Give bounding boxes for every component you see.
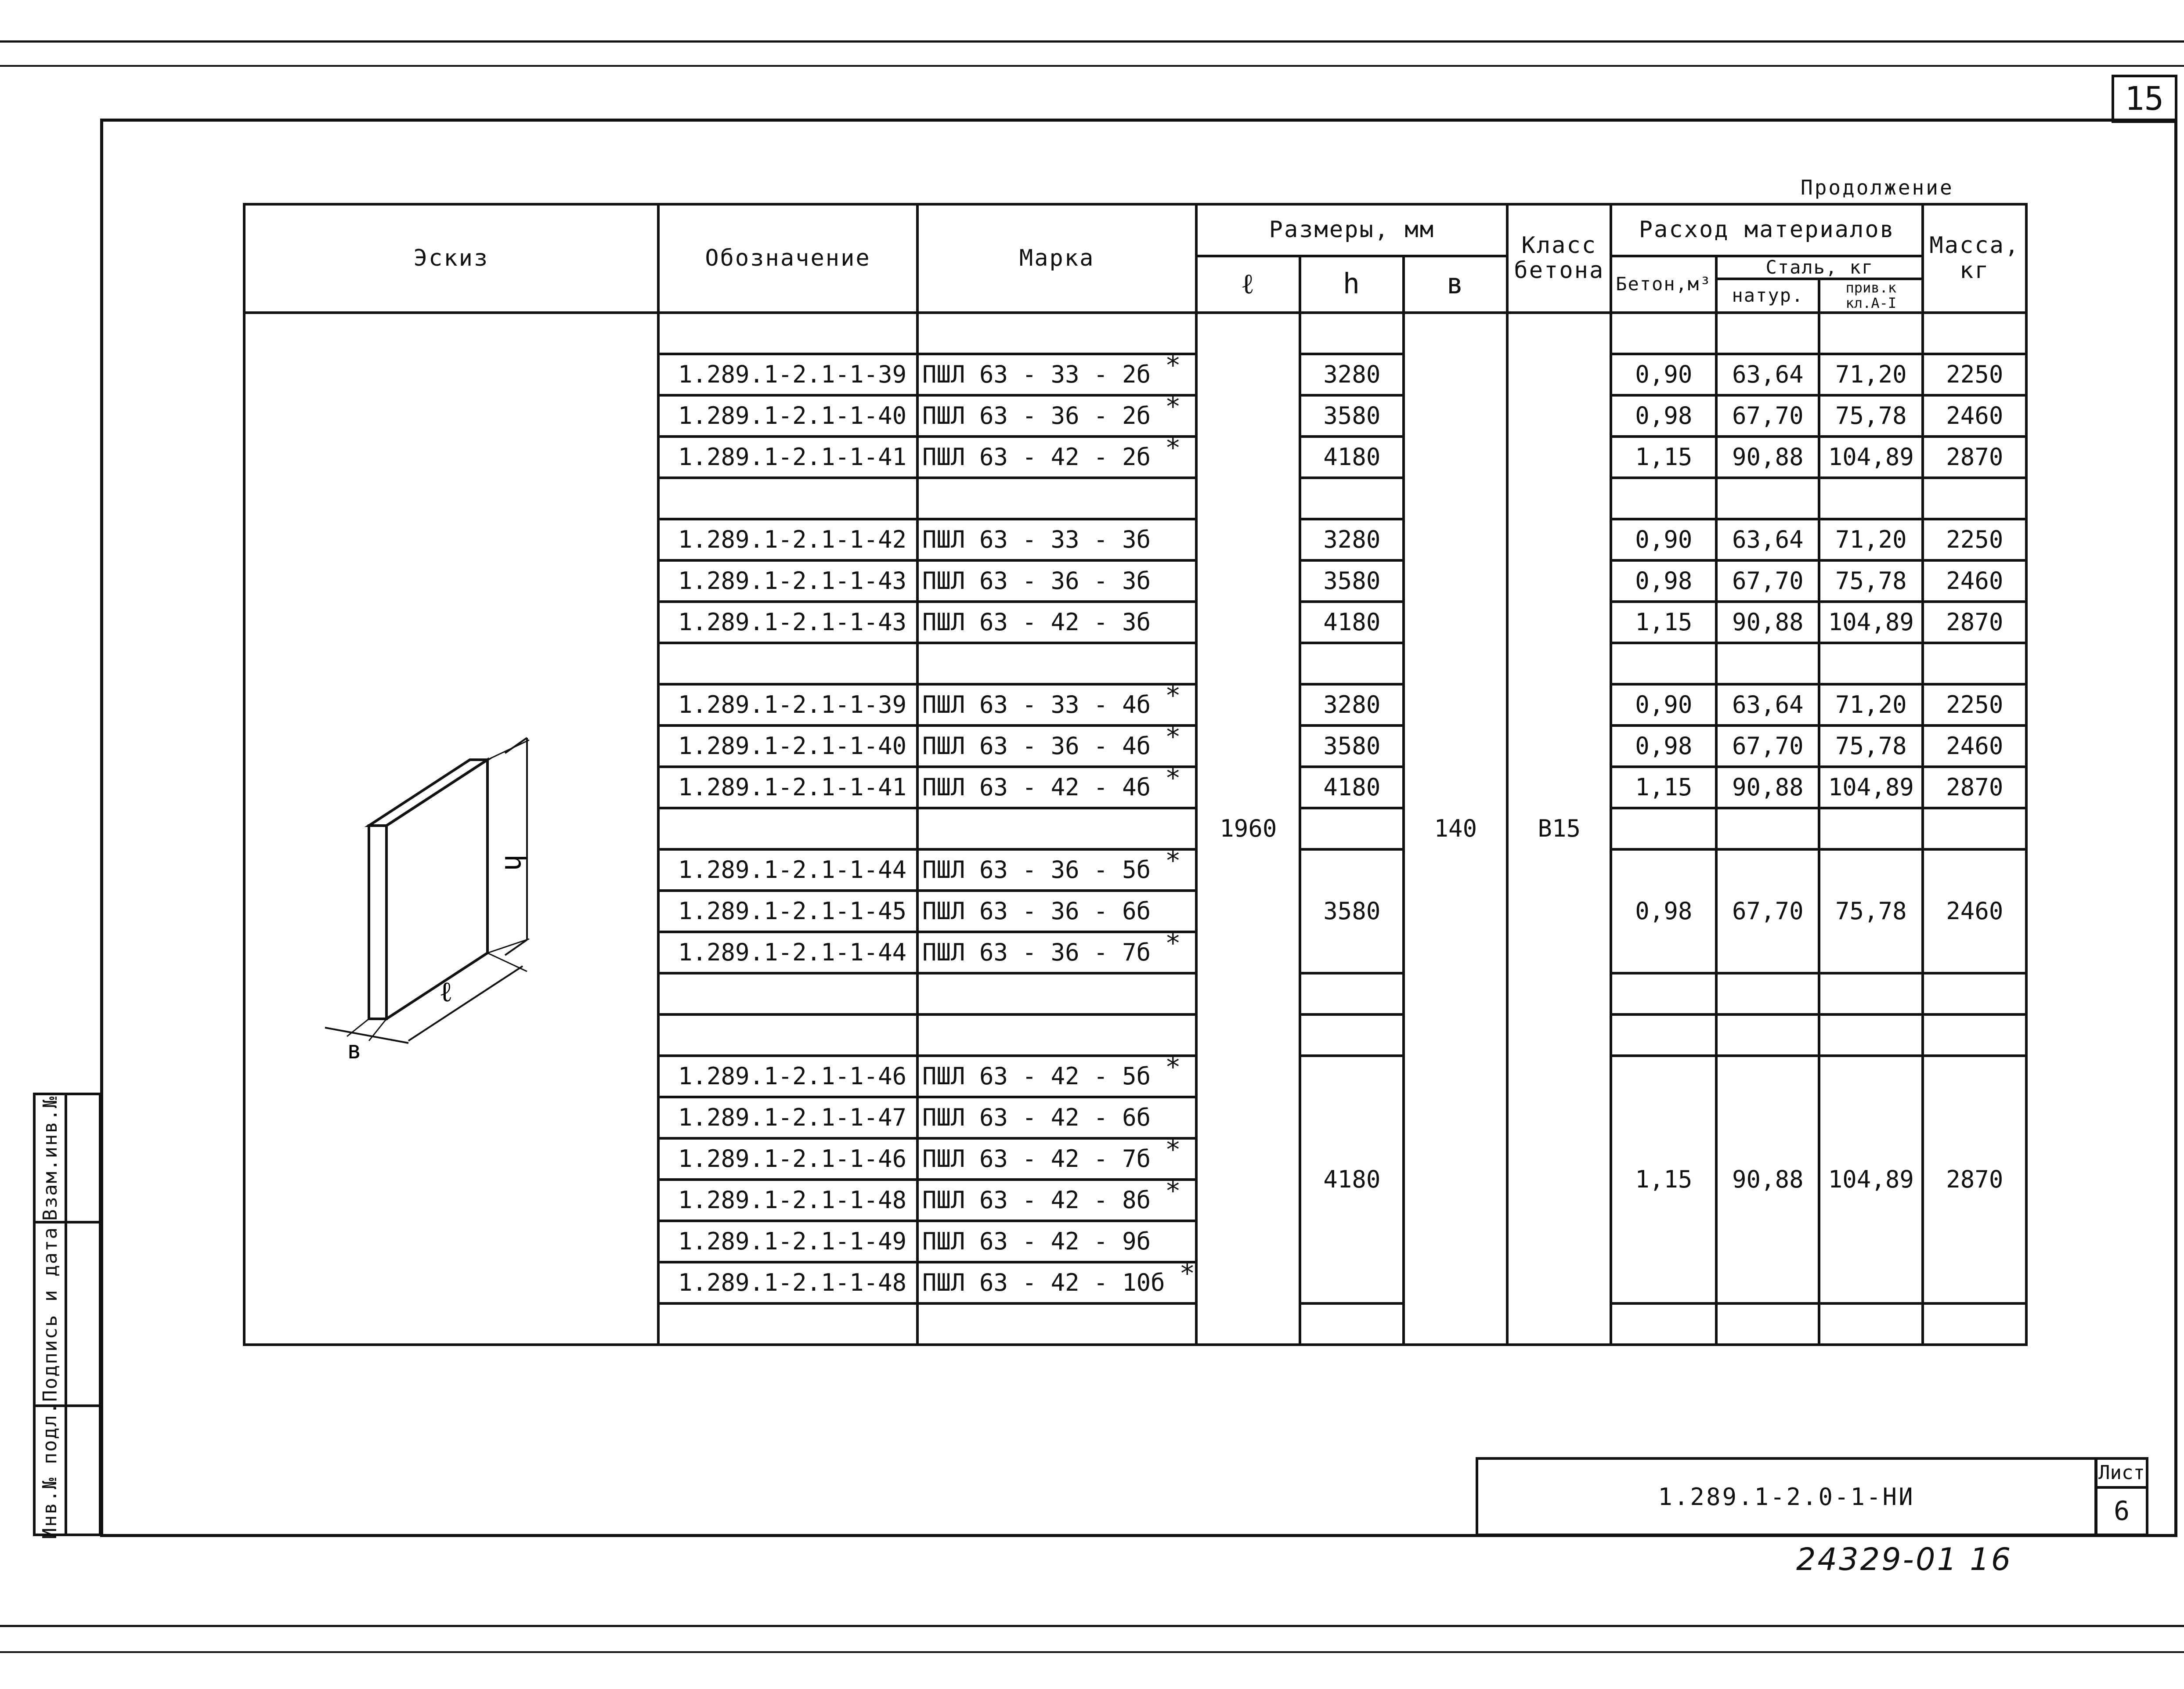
header-concrete-m3: Бетон,м³ <box>1611 256 1716 313</box>
row-designation: 1.289.1-2.1-1-44 <box>658 932 917 973</box>
blank-steel-reduced <box>1819 1014 1923 1056</box>
group5-concrete: 0,98 <box>1611 849 1716 973</box>
blank-steel-reduced <box>1819 643 1923 684</box>
archive-number: 24329-01 16 <box>1796 1541 2013 1577</box>
row-concrete: 1,15 <box>1611 767 1716 808</box>
row-steel-natural: 63,64 <box>1716 354 1819 395</box>
blank-concrete <box>1611 1014 1716 1056</box>
row-designation: 1.289.1-2.1-1-43 <box>658 602 917 643</box>
panel-side-face <box>386 760 487 1019</box>
blank-mark <box>917 973 1196 1014</box>
group5-h: 3580 <box>1300 849 1404 973</box>
row-designation: 1.289.1-2.1-1-46 <box>658 1056 917 1097</box>
shared-l: 1960 <box>1196 313 1300 1345</box>
blank-concrete <box>1611 643 1716 684</box>
row-designation: 1.289.1-2.1-1-41 <box>658 437 917 478</box>
row-designation: 1.289.1-2.1-1-45 <box>658 891 917 932</box>
row-mark: ПШЛ 63 - 36 - 6б <box>917 891 1196 932</box>
panel-top-face <box>369 760 487 826</box>
row-designation: 1.289.1-2.1-1-39 <box>658 354 917 395</box>
row-steel-natural: 63,64 <box>1716 519 1819 560</box>
row-concrete: 0,90 <box>1611 684 1716 725</box>
blank-concrete <box>1611 478 1716 519</box>
row-steel-reduced: 104,89 <box>1819 437 1923 478</box>
blank-mass <box>1923 313 2026 354</box>
blank-h <box>1300 313 1404 354</box>
row-designation: 1.289.1-2.1-1-39 <box>658 684 917 725</box>
row-concrete: 0,98 <box>1611 560 1716 602</box>
blank-h <box>1300 1303 1404 1345</box>
row-mark: ПШЛ 63 - 42 - 2б * <box>917 437 1196 478</box>
blank-designation <box>658 478 917 519</box>
header-concrete-class: Класс бетона <box>1507 204 1611 313</box>
header-steel-natural: натур. <box>1716 279 1819 312</box>
blank-designation <box>658 1014 917 1056</box>
row-h: 3280 <box>1300 684 1404 725</box>
row-designation: 1.289.1-2.1-1-42 <box>658 519 917 560</box>
title-block-designation: 1.289.1-2.0-1-НИ <box>1476 1457 2097 1536</box>
blank-mass <box>1923 478 2026 519</box>
header-steel-reduced: прив.к кл.A-I <box>1819 279 1923 312</box>
row-concrete: 0,98 <box>1611 395 1716 437</box>
blank-steel-natural <box>1716 1303 1819 1345</box>
row-steel-natural: 67,70 <box>1716 395 1819 437</box>
bottom-border-line <box>0 1625 2184 1627</box>
group6-steel-reduced: 104,89 <box>1819 1056 1923 1303</box>
row-steel-natural: 90,88 <box>1716 602 1819 643</box>
sketch-label-b: в <box>347 1036 362 1065</box>
row-h: 4180 <box>1300 602 1404 643</box>
dim-h-ext-bottom <box>487 939 529 953</box>
row-mark: ПШЛ 63 - 42 - 10б * <box>917 1262 1196 1303</box>
row-steel-reduced: 75,78 <box>1819 725 1923 767</box>
row-mass: 2250 <box>1923 354 2026 395</box>
row-mark: ПШЛ 63 - 42 - 7б * <box>917 1138 1196 1180</box>
header-dim-l: ℓ <box>1196 256 1300 313</box>
side-sign-date: Подпись и дата <box>36 1223 67 1407</box>
row-h: 3280 <box>1300 354 1404 395</box>
blank-mark <box>917 643 1196 684</box>
row-mass: 2460 <box>1923 560 2026 602</box>
row-mark: ПШЛ 63 - 36 - 4б * <box>917 725 1196 767</box>
blank-mass <box>1923 643 2026 684</box>
row-mark: ПШЛ 63 - 36 - 5б * <box>917 849 1196 891</box>
row-mass: 2870 <box>1923 602 2026 643</box>
group5-steel-natural: 67,70 <box>1716 849 1819 973</box>
blank-mark <box>917 1014 1196 1056</box>
row-mark: ПШЛ 63 - 42 - 5б * <box>917 1056 1196 1097</box>
blank-mass <box>1923 1014 2026 1056</box>
blank-steel-reduced <box>1819 1303 1923 1345</box>
side-divider-1 <box>67 1221 101 1223</box>
row-h: 4180 <box>1300 437 1404 478</box>
sketch-label-h: h <box>498 854 531 871</box>
header-designation: Обозначение <box>658 204 917 313</box>
blank-mark <box>917 1303 1196 1345</box>
panel-front-face <box>369 826 386 1019</box>
blank-designation <box>658 643 917 684</box>
row-mark: ПШЛ 63 - 33 - 3б <box>917 519 1196 560</box>
blank-concrete <box>1611 973 1716 1014</box>
blank-concrete <box>1611 1303 1716 1345</box>
group5-steel-reduced: 75,78 <box>1819 849 1923 973</box>
header-sketch: Эскиз <box>244 204 658 313</box>
row-mark: ПШЛ 63 - 36 - 3б <box>917 560 1196 602</box>
row-steel-reduced: 104,89 <box>1819 767 1923 808</box>
header-dims: Размеры, мм <box>1196 204 1507 256</box>
dim-l-ext <box>487 953 527 971</box>
row-designation: 1.289.1-2.1-1-49 <box>658 1221 917 1262</box>
blank-h <box>1300 643 1404 684</box>
top-border-line-2 <box>0 65 2184 67</box>
row-designation: 1.289.1-2.1-1-43 <box>658 560 917 602</box>
row-mass: 2250 <box>1923 519 2026 560</box>
group5-mass: 2460 <box>1923 849 2026 973</box>
corner-number: 15 <box>2125 80 2164 118</box>
header-mass: Масса, кг <box>1923 204 2026 313</box>
blank-h <box>1300 1014 1404 1056</box>
dim-h-tick-top <box>505 738 527 753</box>
row-steel-reduced: 71,20 <box>1819 354 1923 395</box>
blank-h <box>1300 478 1404 519</box>
row-h: 4180 <box>1300 767 1404 808</box>
row-h: 3280 <box>1300 519 1404 560</box>
blank-designation <box>658 1303 917 1345</box>
row-designation: 1.289.1-2.1-1-40 <box>658 725 917 767</box>
shared-b: 140 <box>1404 313 1507 1345</box>
side-divider-2 <box>67 1404 101 1407</box>
blank-mass <box>1923 973 2026 1014</box>
row-mark: ПШЛ 63 - 42 - 9б <box>917 1221 1196 1262</box>
blank-mass <box>1923 808 2026 849</box>
row-h: 3580 <box>1300 560 1404 602</box>
group6-mass: 2870 <box>1923 1056 2026 1303</box>
row-mark: ПШЛ 63 - 42 - 8б * <box>917 1180 1196 1221</box>
side-inv-orig: Инв.№ подл. <box>36 1407 67 1534</box>
row-designation: 1.289.1-2.1-1-41 <box>658 767 917 808</box>
row-mass: 2870 <box>1923 767 2026 808</box>
blank-designation <box>658 313 917 354</box>
blank-mark <box>917 808 1196 849</box>
row-concrete: 0,98 <box>1611 725 1716 767</box>
row-mark: ПШЛ 63 - 42 - 6б <box>917 1097 1196 1138</box>
blank-steel-natural <box>1716 313 1819 354</box>
row-designation: 1.289.1-2.1-1-40 <box>658 395 917 437</box>
row-steel-natural: 67,70 <box>1716 560 1819 602</box>
panel-sketch <box>299 720 562 1072</box>
blank-steel-reduced <box>1819 808 1923 849</box>
shared-concrete-class: В15 <box>1507 313 1611 1345</box>
sheet-number: 6 <box>2113 1496 2130 1527</box>
row-mark: ПШЛ 63 - 36 - 2б * <box>917 395 1196 437</box>
row-h: 3580 <box>1300 725 1404 767</box>
row-concrete: 0,90 <box>1611 354 1716 395</box>
row-steel-reduced: 75,78 <box>1819 560 1923 602</box>
row-designation: 1.289.1-2.1-1-44 <box>658 849 917 891</box>
header-consumption: Расход материалов <box>1611 204 1923 256</box>
blank-steel-natural <box>1716 1014 1819 1056</box>
row-mark: ПШЛ 63 - 33 - 2б * <box>917 354 1196 395</box>
row-concrete: 1,15 <box>1611 437 1716 478</box>
blank-mass <box>1923 1303 2026 1345</box>
row-steel-reduced: 75,78 <box>1819 395 1923 437</box>
row-mark: ПШЛ 63 - 33 - 4б * <box>917 684 1196 725</box>
row-steel-natural: 63,64 <box>1716 684 1819 725</box>
row-h: 3580 <box>1300 395 1404 437</box>
blank-designation <box>658 973 917 1014</box>
bottom-border-line-2 <box>0 1651 2184 1653</box>
continuation-label: Продолжение <box>1801 176 1954 199</box>
row-designation: 1.289.1-2.1-1-48 <box>658 1180 917 1221</box>
blank-concrete <box>1611 808 1716 849</box>
row-mass: 2460 <box>1923 395 2026 437</box>
dim-b-line <box>325 1028 408 1043</box>
top-border-line <box>0 40 2184 43</box>
blank-designation <box>658 808 917 849</box>
row-mark: ПШЛ 63 - 42 - 4б * <box>917 767 1196 808</box>
blank-steel-reduced <box>1819 478 1923 519</box>
blank-steel-natural <box>1716 973 1819 1014</box>
blank-mark <box>917 478 1196 519</box>
side-stamp <box>33 1093 101 1539</box>
row-steel-reduced: 71,20 <box>1819 684 1923 725</box>
blank-concrete <box>1611 313 1716 354</box>
row-designation: 1.289.1-2.1-1-47 <box>658 1097 917 1138</box>
blank-h <box>1300 808 1404 849</box>
header-dim-b: в <box>1404 256 1507 313</box>
row-concrete: 0,90 <box>1611 519 1716 560</box>
dim-h-tick-bottom <box>505 940 527 955</box>
sketch-label-l: ℓ <box>439 976 453 1008</box>
header-steel-kg: Сталь, кг <box>1716 256 1923 279</box>
blank-steel-natural <box>1716 643 1819 684</box>
row-mass: 2250 <box>1923 684 2026 725</box>
group6-steel-natural: 90,88 <box>1716 1056 1819 1303</box>
row-mass: 2460 <box>1923 725 2026 767</box>
row-steel-natural: 90,88 <box>1716 767 1819 808</box>
row-designation: 1.289.1-2.1-1-48 <box>658 1262 917 1303</box>
row-steel-reduced: 71,20 <box>1819 519 1923 560</box>
blank-steel-reduced <box>1819 973 1923 1014</box>
row-mark: ПШЛ 63 - 36 - 7б * <box>917 932 1196 973</box>
header-dim-h: h <box>1300 256 1404 313</box>
row-concrete: 1,15 <box>1611 602 1716 643</box>
blank-steel-natural <box>1716 478 1819 519</box>
group6-concrete: 1,15 <box>1611 1056 1716 1303</box>
row-steel-reduced: 104,89 <box>1819 602 1923 643</box>
row-steel-natural: 90,88 <box>1716 437 1819 478</box>
row-mass: 2870 <box>1923 437 2026 478</box>
blank-h <box>1300 973 1404 1014</box>
blank-mark <box>917 313 1196 354</box>
row-mark: ПШЛ 63 - 42 - 3б <box>917 602 1196 643</box>
header-mark: Марка <box>917 204 1196 313</box>
dim-l-line <box>408 966 523 1041</box>
sheet-box <box>2095 1457 2148 1536</box>
row-steel-natural: 67,70 <box>1716 725 1819 767</box>
blank-steel-reduced <box>1819 313 1923 354</box>
dim-h-ext-top <box>487 740 529 760</box>
group6-h: 4180 <box>1300 1056 1404 1303</box>
blank-steel-natural <box>1716 808 1819 849</box>
sheet-label: Лист <box>2097 1460 2146 1489</box>
side-replace-inv: Взам.инв.№ <box>36 1095 67 1223</box>
row-designation: 1.289.1-2.1-1-46 <box>658 1138 917 1180</box>
